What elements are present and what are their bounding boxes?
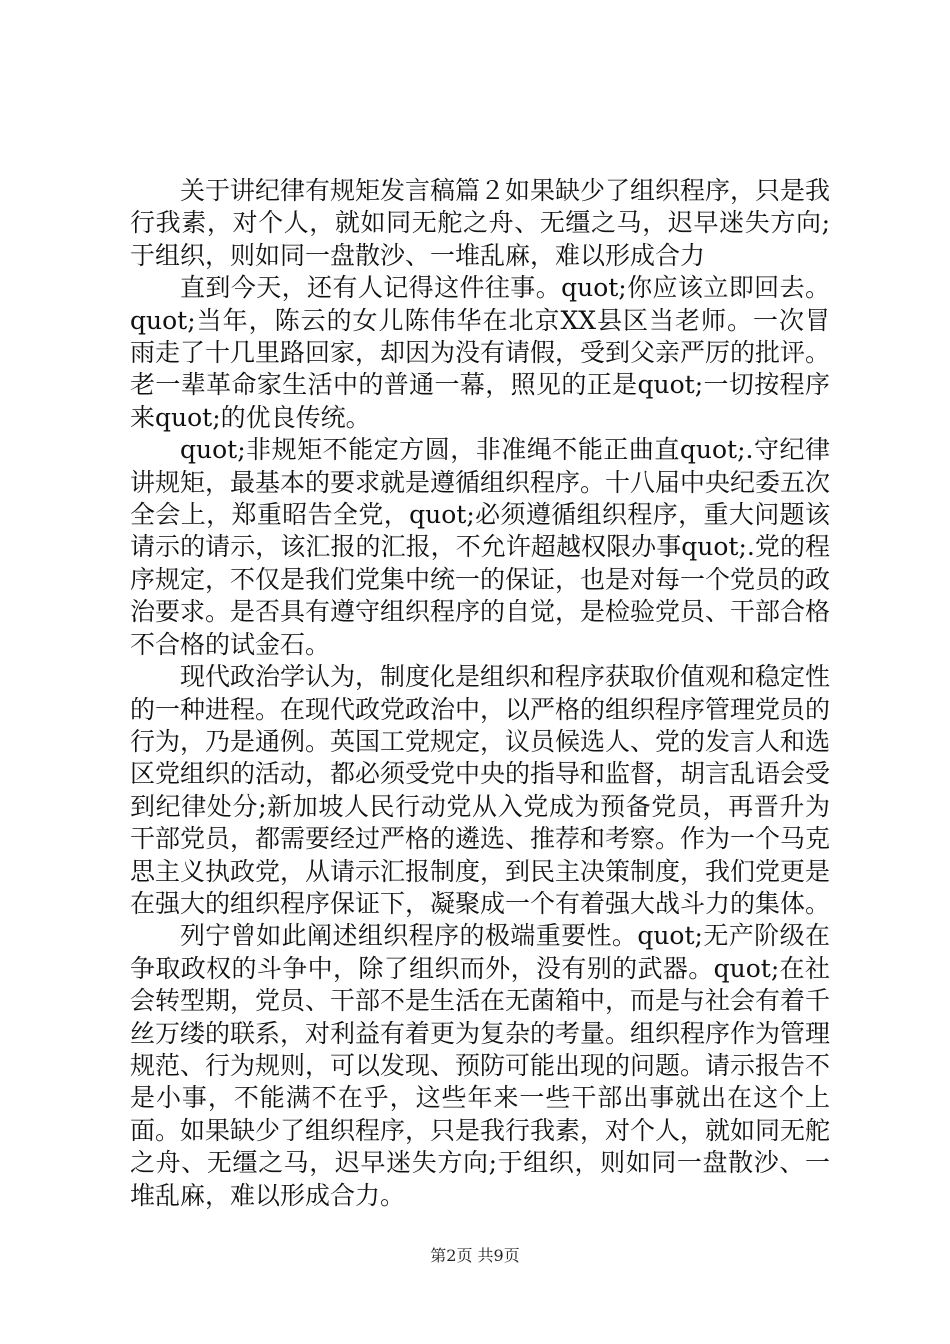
paragraph-2: 直到今天，还有人记得这件往事。quot;你应该立即回去。quot;当年，陈云的女儿陈伟华在北京XX县区当老师。一次冒雨走了十几里路回家，却因为没有请假，受到父亲严厉的批评。老一辈革命家生活中的普通一幕，照见的正是quot;一切按程序来quot;的优良传统。 [130,273,831,432]
paragraph-1: 关于讲纪律有规矩发言稿篇２如果缺少了组织程序，只是我行我素，对个人，就如同无舵之舟、无缰之马，迟早迷失方向;于组织，则如同一盘散沙、一堆乱麻，难以形成合力 [130,176,831,270]
paragraph-3: quot;非规矩不能定方圆，非准绳不能正曲直quot;.守纪律讲规矩，最基本的要求就是遵循组织程序。十八届中央纪委五次全会上，郑重昭告全党，quot;必须遵循组织程序，重大问题该请示的请示，该汇报的汇报，不允许超越权限办事quot;.党的程序规定，不仅是我们党集中统一的保证，也是对每一个党员的政治要求。是否具有遵守组织程序的自觉，是检验党员、干部合格不合格的试金石。 [130,435,831,659]
paragraph-5: 列宁曾如此阐述组织程序的极端重要性。quot;无产阶级在争取政权的斗争中，除了组织而外，没有别的武器。quot;在社会转型期，党员、干部不是生活在无菌箱中，而是与社会有着千丝万缕的联系，对利益有着更为复杂的考量。组织程序作为管理规范、行为规则，可以发现、预防可能出现的问题。请示报告不是小事，不能满不在乎，这些年来一些干部出事就出在这个上面。如果缺少了组织程序，只是我行我素，对个人，就如同无舵之舟、无缰之马，迟早迷失方向;于组织，则如同一盘散沙、一堆乱麻，难以形成合力。 [130,921,831,1210]
page-number-footer: 第2页 共9页 [430,1246,520,1265]
document-body [130,175,830,1212]
paragraph-4: 现代政治学认为，制度化是组织和程序获取价值观和稳定性的一种进程。在现代政党政治中，以严格的组织程序管理党员的行为，乃是通例。英国工党规定，议员候选人、党的发言人和选区党组织的活动，都必须受党中央的指导和监督，胡言乱语会受到纪律处分;新加坡人民行动党从入党成为预备党员，再晋升为干部党员，都需要经过严格的遴选、推荐和考察。作为一个马克思主义执政党，从请示汇报制度，到民主决策制度，我们党更是在强大的组织程序保证下，凝聚成一个有着强大战斗力的集体。 [130,662,831,918]
